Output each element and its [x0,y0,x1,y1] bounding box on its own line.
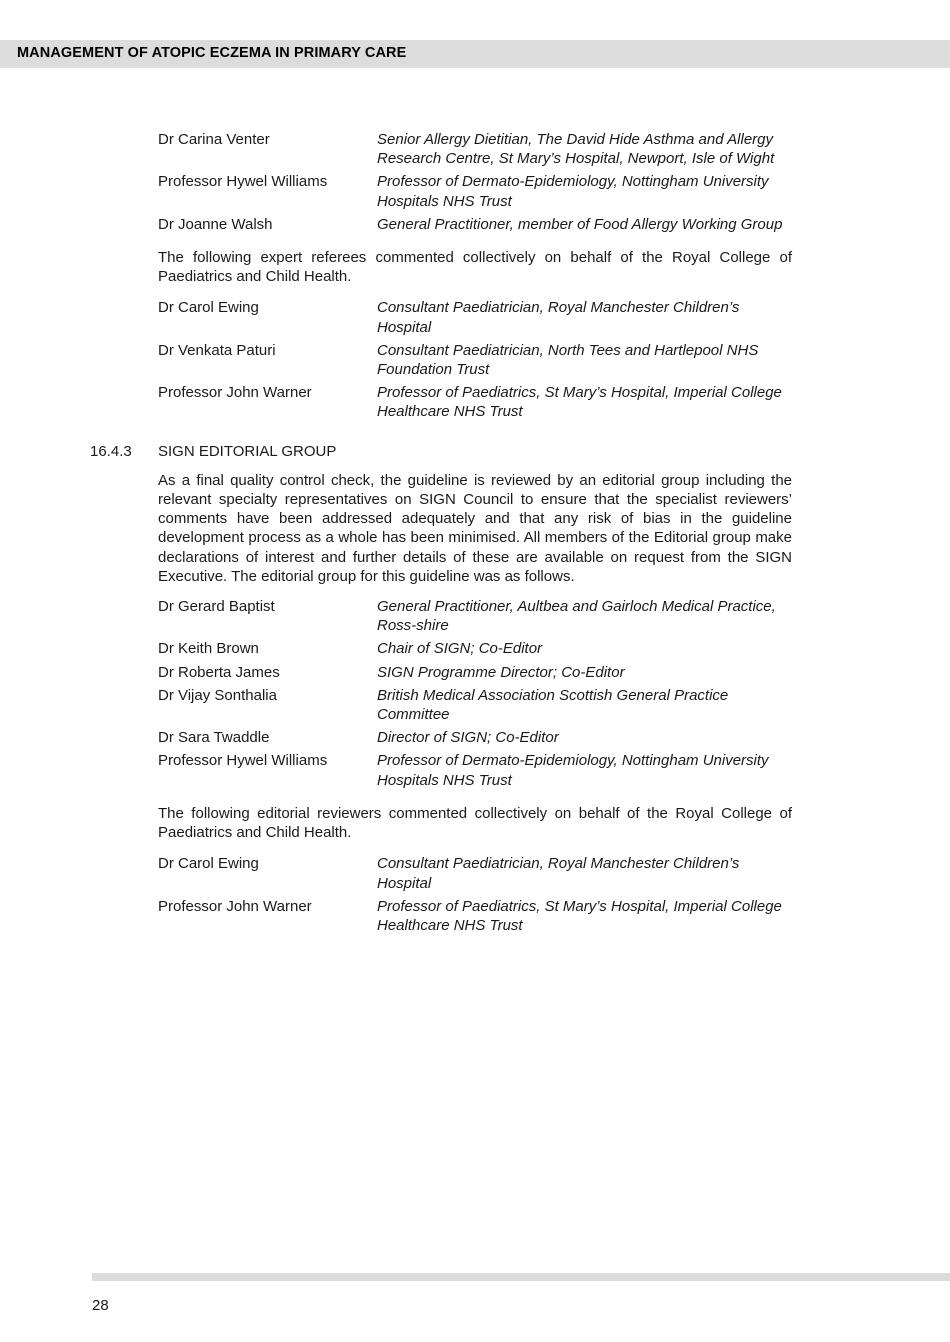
referee-row [158,383,792,421]
section-heading [90,442,792,461]
editorial-name: Dr Vijay Sonthalia [158,686,277,704]
editorial-role: SIGN Programme Director; Co-Editor [377,663,625,681]
editorial-role: Director of SIGN; Co-Editor [377,729,559,747]
referee-name: Dr Carol Ewing [158,299,259,317]
referee-role: Consultant Paediatrician, Royal Manchester Children’s Hospital [377,299,740,336]
editorial-row [158,686,792,724]
reviewer-row [158,130,792,168]
section-paragraph: As a final quality control check, the guideline is reviewed by an editorial group including the relevant specialty representatives on SIGN Council to ensure that the specialist reviewers’ comments have been addressed adequately and that any risk of bias in the guideline development process as a whole has been minimised. All members of the Editorial group make declarations of interest and further details of these are available on request from the SIGN Executive. The editorial group for this guideline was as follows. [158,471,792,585]
referee-name: Dr Venkata Paturi [158,341,276,359]
rcpch-editorial-intro: The following editorial reviewers commented collectively on behalf of the Royal College of Paediatrics and Child Health. [158,804,792,842]
referee-name: Professor John Warner [158,384,312,402]
editorial-reviewer-role: Consultant Paediatrician, Royal Manchester Children’s Hospital [377,855,740,892]
referee-role: Professor of Paediatrics, St Mary’s Hospital, Imperial College Healthcare NHS Trust [377,384,782,421]
editorial-name: Dr Sara Twaddle [158,729,270,747]
referee-row [158,298,792,336]
reviewer-row [158,172,792,210]
referee-role: Consultant Paediatrician, North Tees and Hartlepool NHS Foundation Trust [377,341,759,379]
editorial-role: Professor of Dermato-Epidemiology, Nottingham University Hospitals NHS Trust [377,752,769,789]
reviewer-role: Senior Allergy Dietitian, The David Hide Asthma and Allergy Research Centre, St Mary’s Hospital, Newport, Isle of Wight [377,131,775,168]
editorial-role: British Medical Association Scottish General Practice Committee [377,686,729,724]
reviewer-name: Professor Hywel Williams [158,173,328,191]
footer-rule [92,1273,950,1281]
section-number: 16.4.3 [90,442,132,460]
editorial-reviewer-row [158,897,792,935]
referee-row [158,341,792,379]
editorial-role: Chair of SIGN; Co-Editor [377,640,543,658]
section-title: SIGN EDITORIAL GROUP [158,442,337,460]
editorial-row [158,597,792,635]
editorial-row [158,751,792,789]
page-number: 28 [92,1297,109,1314]
reviewer-name: Dr Carina Venter [158,131,270,148]
editorial-reviewer-name: Dr Carol Ewing [158,855,259,873]
editorial-name: Dr Gerard Baptist [158,598,275,616]
editorial-reviewer-name: Professor John Warner [158,897,312,915]
editorial-row [158,639,792,658]
editorial-name: Professor Hywel Williams [158,752,328,770]
editorial-name: Dr Keith Brown [158,640,259,658]
running-header-title: MANAGEMENT OF ATOPIC ECZEMA IN PRIMARY CARE [17,45,407,61]
editorial-name: Dr Roberta James [158,663,280,681]
editorial-role: General Practitioner, Aultbea and Gairloch Medical Practice, Ross-shire [377,598,776,635]
editorial-row [158,663,792,682]
reviewer-role: General Practitioner, member of Food Allergy Working Group [377,215,783,233]
reviewer-name: Dr Joanne Walsh [158,215,273,233]
reviewer-role: Professor of Dermato-Epidemiology, Nottingham University Hospitals NHS Trust [377,173,769,210]
page-content [90,130,792,939]
running-header [0,40,950,68]
editorial-row [158,728,792,747]
editorial-reviewer-role: Professor of Paediatrics, St Mary’s Hospital, Imperial College Healthcare NHS Trust [377,897,782,934]
editorial-reviewer-row [158,854,792,892]
rcpch-expert-intro: The following expert referees commented collectively on behalf of the Royal College of Paediatrics and Child Health. [158,249,792,286]
reviewer-row [158,215,792,234]
